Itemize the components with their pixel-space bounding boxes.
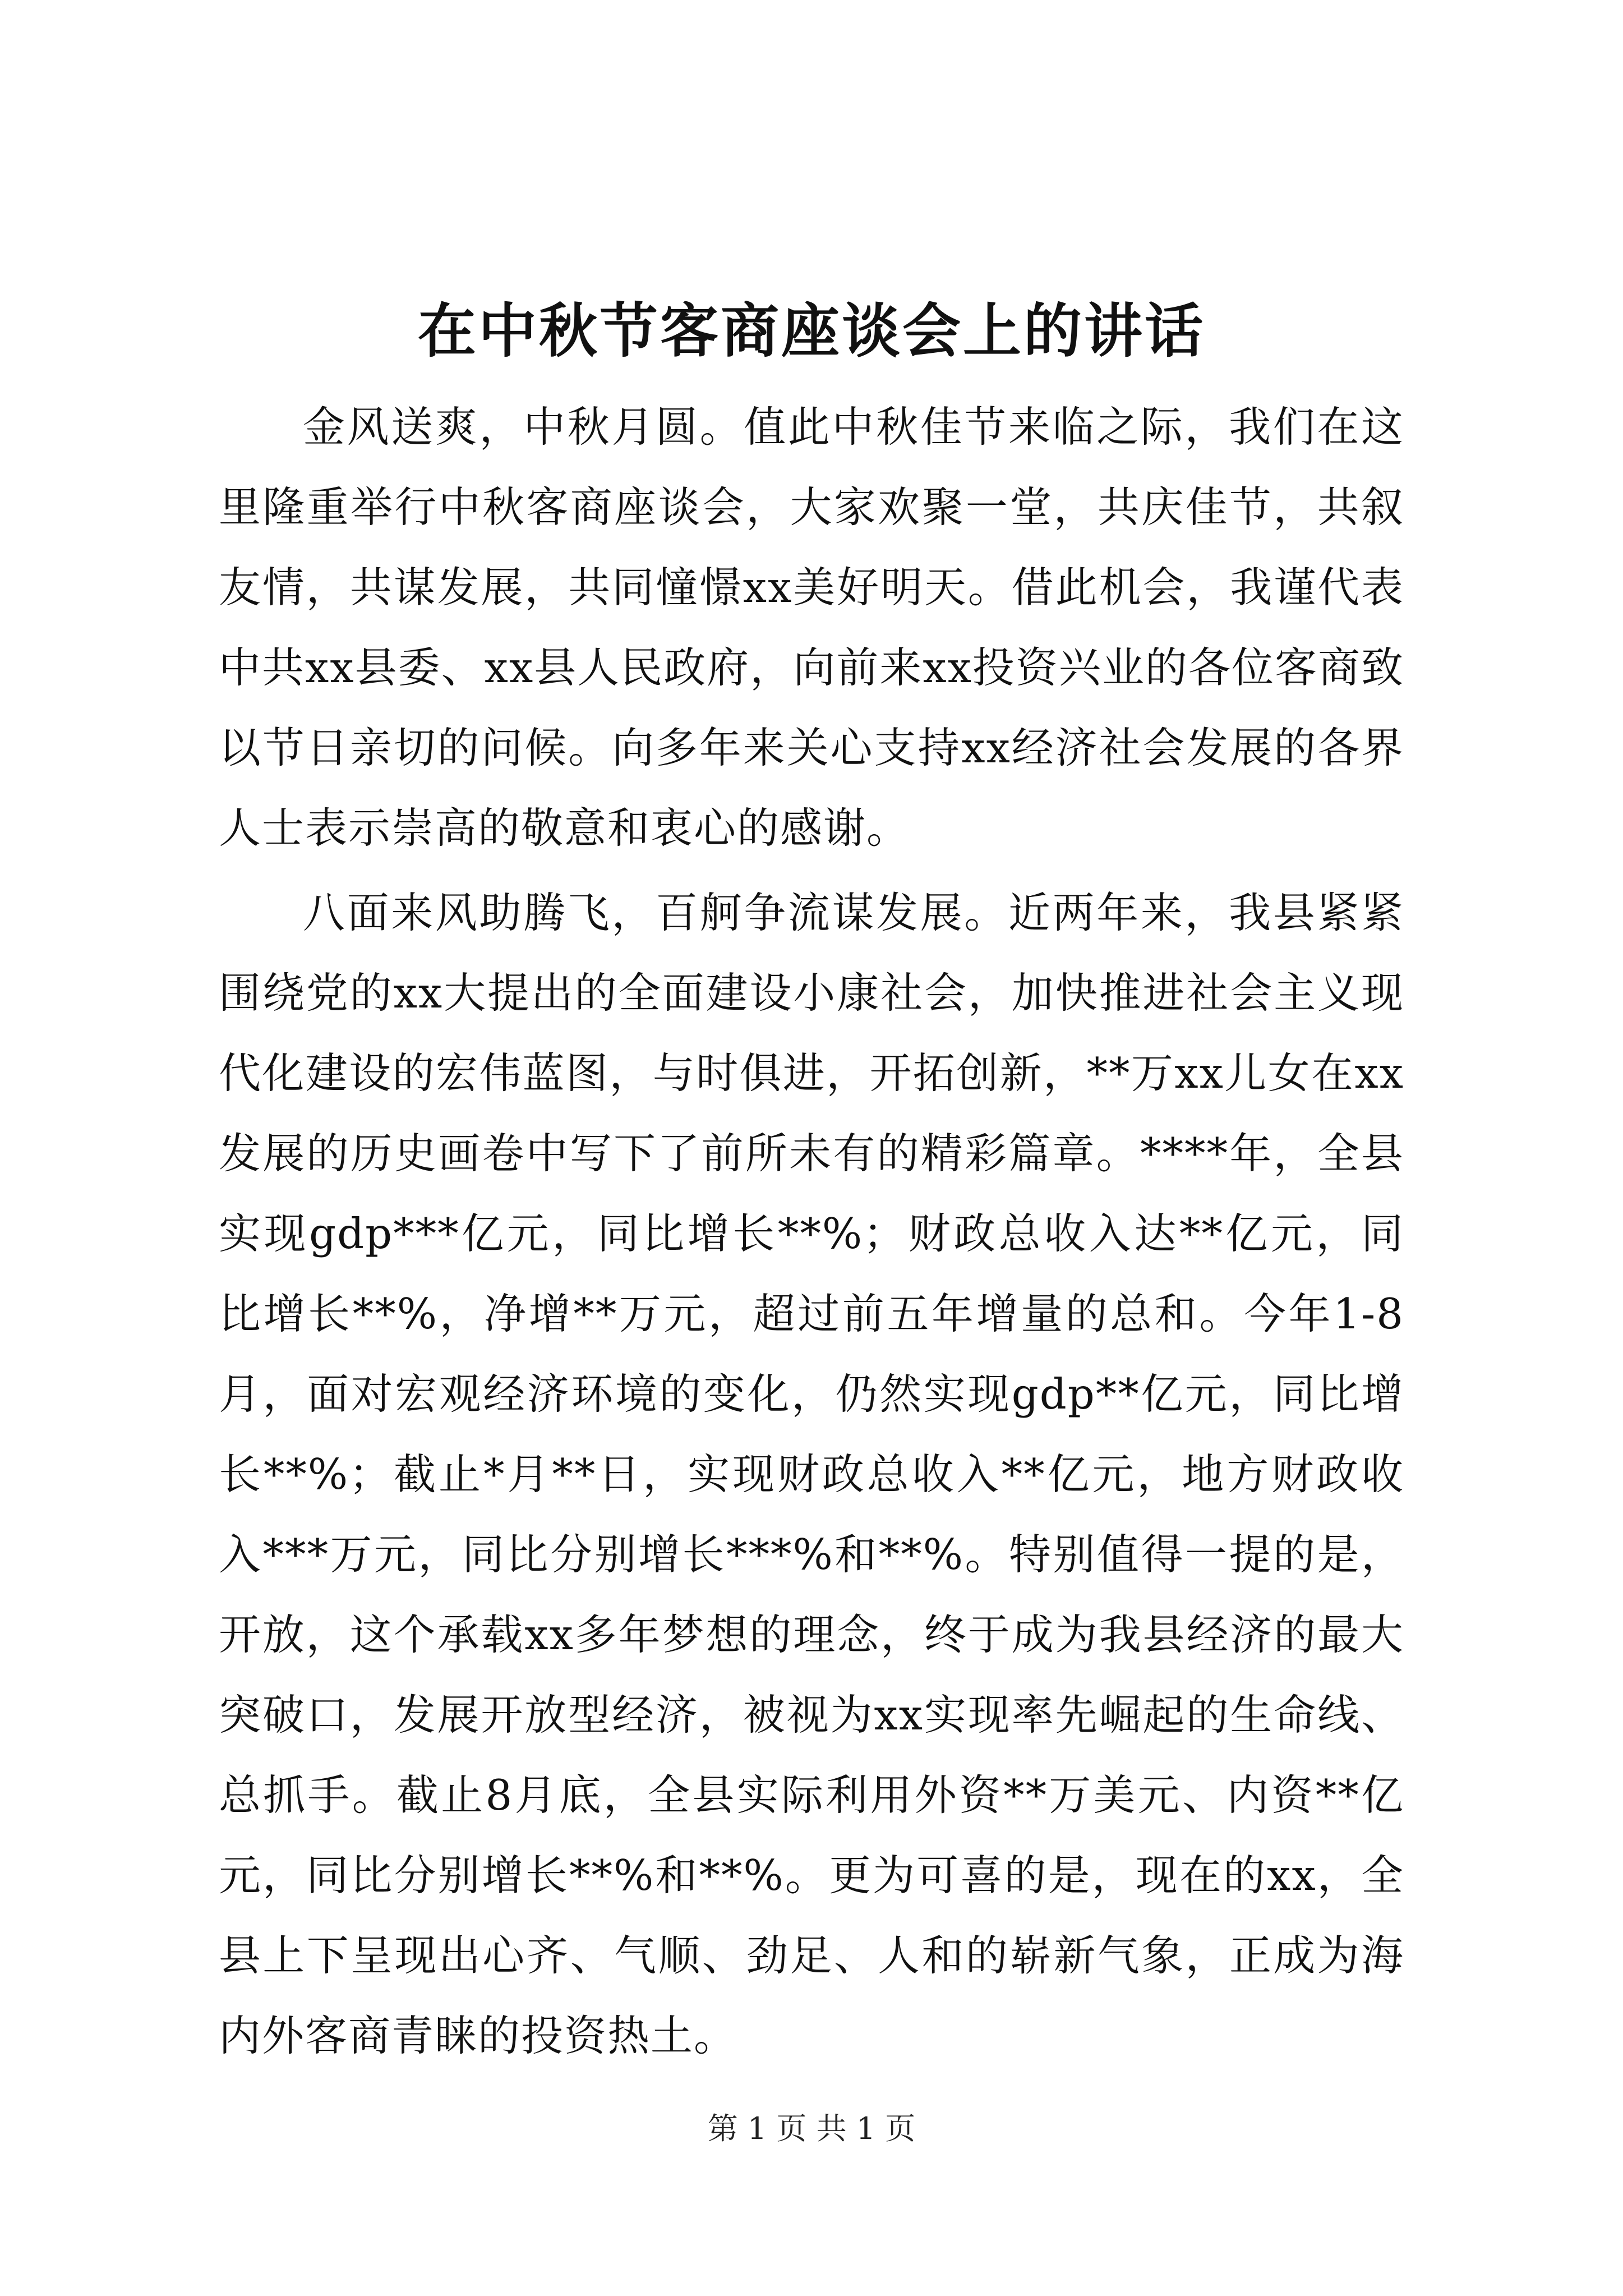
page-number-footer: 第 1 页 共 1 页: [707, 2111, 916, 2146]
paragraph-1: 金风送爽，中秋月圆。值此中秋佳节来临之际，我们在这里隆重举行中秋客商座谈会，大家欢聚一堂，共庆佳节，共叙友情，共谋发展，共同憧憬xx美好明天。借此机会，我谨代表中共xx县委、xx县人民政府，向前来xx投资兴业的各位客商致以节日亲切的问候。向多年来关心支持xx经济社会发展的各界人士表示崇高的敬意和衷心的感谢。: [219, 402, 1404, 853]
paragraph-2: 八面来风助腾飞，百舸争流谋发展。近两年来，我县紧紧围绕党的xx大提出的全面建设小康社会，加快推进社会主义现代化建设的宏伟蓝图，与时俱进，开拓创新，**万xx儿女在xx发展的历史画卷中写下了前所未有的精彩篇章。****年，全县实现gdp***亿元，同比增长**%；财政总收入达**亿元，同比增长**%，净增**万元，超过前五年增量的总和。今年1-8月，面对宏观经济环境的变化，仍然实现gdp**亿元，同比增长**%；截止*月**日，实现财政总收入**亿元，地方财政收入***万元，同比分别增长***%和**%。特别值得一提的是，开放，这个承载xx多年梦想的理念，终于成为我县经济的最大突破口，发展开放型经济，被视为xx实现率先崛起的生命线、总抓手。截止8月底，全县实际利用外资**万美元、内资**亿元，同比分别增长**%和**%。更为可喜的是，现在的xx，全县上下呈现出心齐、气顺、劲足、人和的崭新气象，正成为海内外客商青睐的投资热土。: [219, 888, 1404, 2060]
document-title: 在中秋节客商座谈会上的讲话: [417, 296, 1205, 365]
document-body: [219, 387, 1404, 2076]
